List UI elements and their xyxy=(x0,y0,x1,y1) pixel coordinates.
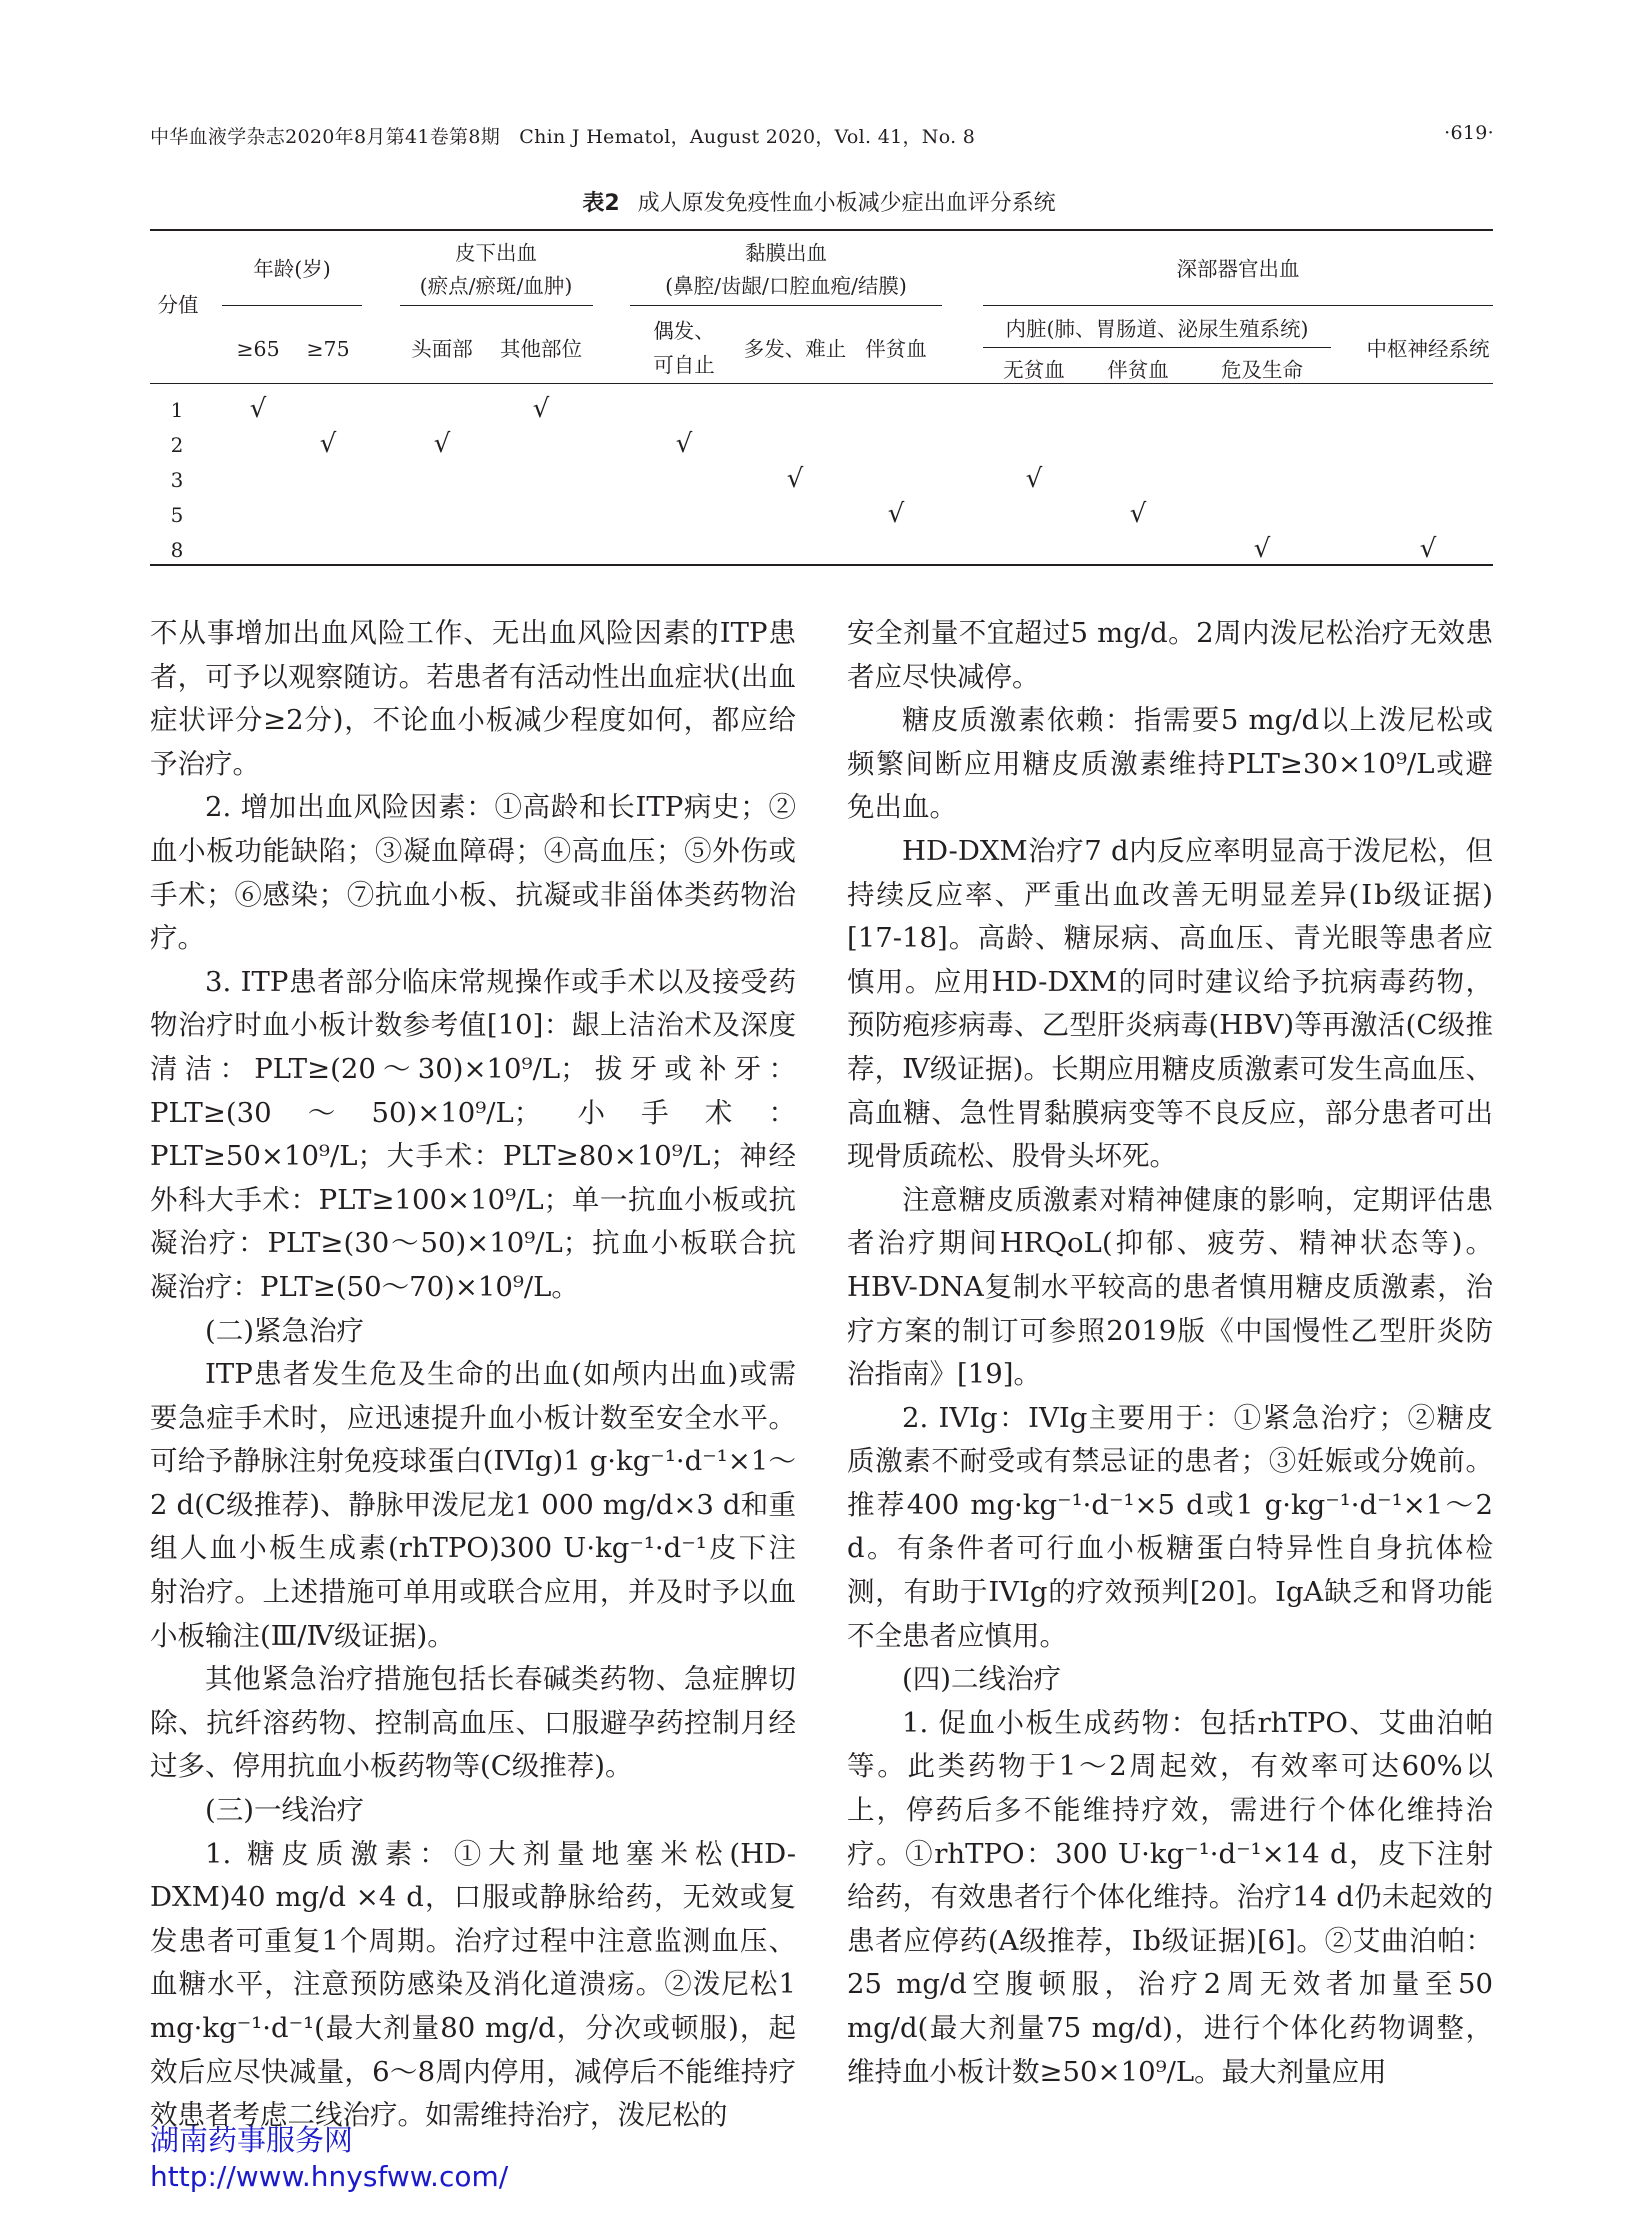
check-mark: √ xyxy=(249,394,267,424)
paragraph: 1. 糖皮质激素：①大剂量地塞米松(HD-DXM)40 mg/d ×4 d，口服或静脉给药，无效或复发患者可重复1个周期。治疗过程中注意监测血压、血糖水平，注意预防感染及消化道溃疡。②泼尼松1 mg·kg⁻¹·d⁻¹(最大剂量80 mg/d，分次或顿服)，起效后应尽快减量，6～8周内停用，减停后不能维持疗效患者考虑二线治疗。如需维持治疗，泼尼松的 xyxy=(150,1837,796,2132)
header-score: 分值 xyxy=(157,293,199,317)
row-score: 3 xyxy=(170,468,184,492)
left-text-column xyxy=(150,612,796,2138)
paragraph: 其他紧急治疗措施包括长春碱类药物、急症脾切除、抗纤溶药物、控制高血压、口服避孕药控制月经过多、停用抗血小板药物等(C级推荐)。 xyxy=(150,1663,796,1783)
mucosa-spanner-rule xyxy=(630,305,942,306)
header-deep-organ: 深部器官出血 xyxy=(1176,257,1300,281)
table-label: 表2 xyxy=(582,191,620,216)
paragraph: 糖皮质激素依赖：指需要5 mg/d以上泼尼松或频繁间断应用糖皮质激素维持PLT≥30×10⁹/L或避免出血。 xyxy=(847,704,1493,824)
header-age-65: ≥65 xyxy=(236,337,280,361)
row-score: 5 xyxy=(170,503,184,527)
check-mark: √ xyxy=(532,394,550,424)
table-bottom-rule xyxy=(150,564,1493,566)
paragraph: 1. 促血小板生成药物：包括rhTPO、艾曲泊帕等。此类药物于1～2周起效，有效率可达60%以上，停药后多不能维持疗效，需进行个体化维持治疗。①rhTPO：300 U·kg⁻¹·d⁻¹×14 d，皮下注射给药，有效患者行个体化维持。治疗14 d仍未起效的患者应停药(A级推荐，Ⅰb级证据)[6]。②艾曲泊帕：25 mg/d空腹顿服，治疗2周无效者加量至50 mg/d(最大剂量75 mg/d)，进行个体化药物调整，维持血小板计数≥50×10⁹/L。最大剂量应用 xyxy=(847,1706,1493,2088)
watermark-url[interactable]: http://www.hnysfww.com/ xyxy=(150,2160,509,2193)
paragraph: (三)一线治疗 xyxy=(205,1794,364,1827)
paragraph: 3. ITP患者部分临床常规操作或手术以及接受药物治疗时血小板计数参考值[10]：龈上洁治术及深度清洁：PLT≥(20～30)×10⁹/L；拔牙或补牙：PLT≥(30～50)×10⁹/L；小手术：PLT≥50×10⁹/L；大手术：PLT≥80×10⁹/L；神经外科大手术：PLT≥100×10⁹/L；单一抗血小板或抗凝治疗：PLT≥(30～50)×10⁹/L；抗血小板联合抗凝治疗：PLT≥(50～70)×10⁹/L。 xyxy=(150,965,796,1303)
paragraph: (四)二线治疗 xyxy=(902,1663,1061,1696)
paragraph: ITP患者发生危及生命的出血(如颅内出血)或需要急症手术时，应迅速提升血小板计数至安全水平。可给予静脉注射免疫球蛋白(IVIg)1 g·kg⁻¹·d⁻¹×1～2 d(C级推荐)、静脉甲泼尼龙1 000 mg/d×3 d和重组人血小板生成素(rhTPO)300 U·kg⁻¹·d⁻¹皮下注射治疗。上述措施可单用或联合应用，并及时予以血小板输注(Ⅲ/Ⅳ级证据)。 xyxy=(150,1358,796,1652)
header-visceral-anemia: 伴贫血 xyxy=(1107,358,1169,382)
table-caption xyxy=(0,186,1638,217)
header-subcut-2: (瘀点/瘀斑/血肿) xyxy=(419,274,573,298)
header-age-75: ≥75 xyxy=(306,337,350,361)
header-subcut-other: 其他部位 xyxy=(500,337,582,361)
check-mark: √ xyxy=(319,429,337,459)
page-number: ·619· xyxy=(1444,122,1494,144)
row-score: 2 xyxy=(170,433,184,457)
check-mark: √ xyxy=(1129,499,1147,529)
row-score: 8 xyxy=(170,538,184,562)
paragraph: (二)紧急治疗 xyxy=(205,1314,364,1347)
check-mark: √ xyxy=(433,429,451,459)
header-visceral: 内脏(肺、胃肠道、泌尿生殖系统) xyxy=(1005,317,1309,341)
deep-spanner-rule xyxy=(983,305,1493,306)
header-subcut-head: 头面部 xyxy=(411,337,473,361)
paragraph: HD-DXM治疗7 d内反应率明显高于泼尼松，但持续反应率、严重出血改善无明显差异(Ⅰb级证据)[17-18]。高龄、糖尿病、高血压、青光眼等患者应慎用。应用HD-DXM的同时建议给予抗病毒药物，预防疱疹病毒、乙型肝炎病毒(HBV)等再激活(C级推荐，Ⅳ级证据)。长期应用糖皮质激素可发生高血压、高血糖、急性胃黏膜病变等不良反应，部分患者可出现骨质疏松、股骨头坏死。 xyxy=(847,834,1493,1173)
check-mark: √ xyxy=(1025,464,1043,494)
paragraph: 注意糖皮质激素对精神健康的影响，定期评估患者治疗期间HRQoL(抑郁、疲劳、精神状态等)。HBV-DNA复制水平较高的患者慎用糖皮质激素，治疗方案的制订可参照2019版《中国慢性乙型肝炎防治指南》[19]。 xyxy=(847,1183,1493,1391)
header-visceral-no-anemia: 无贫血 xyxy=(1003,358,1065,382)
table-top-rule xyxy=(150,229,1493,231)
header-mucosa-occ-1: 偶发、 xyxy=(653,319,715,343)
header-subcut-1: 皮下出血 xyxy=(455,241,537,265)
header-mucosa-1: 黏膜出血 xyxy=(745,241,827,265)
watermark-site-name: 湖南药事服务网 xyxy=(150,2123,354,2157)
check-mark: √ xyxy=(675,429,693,459)
check-mark: √ xyxy=(1253,534,1271,564)
row-score: 1 xyxy=(170,398,184,422)
table-title: 成人原发免疫性血小板减少症出血评分系统 xyxy=(637,191,1056,216)
running-header: 中华血液学杂志2020年8月第41卷第8期 Chin J Hematol，August 2020，Vol. 41，No. 8 xyxy=(150,126,976,148)
check-mark: √ xyxy=(1419,534,1437,564)
header-mucosa-occ-2: 可自止 xyxy=(653,353,715,377)
paragraph: 安全剂量不宜超过5 mg/d。2周内泼尼松治疗无效患者应尽快减停。 xyxy=(847,617,1493,693)
header-mucosa-multi: 多发、难止 xyxy=(743,337,847,361)
visceral-spanner-rule xyxy=(983,347,1331,348)
check-mark: √ xyxy=(786,464,804,494)
paragraph: 2. IVIg：IVIg主要用于：①紧急治疗；②糖皮质激素不耐受或有禁忌证的患者；③妊娠或分娩前。推荐400 mg·kg⁻¹·d⁻¹×5 d或1 g·kg⁻¹·d⁻¹×1～2 d。有条件者可行血小板糖蛋白特异性自身抗体检测，有助于IVIg的疗效预判[20]。IgA缺乏和肾功能不全患者应慎用。 xyxy=(847,1401,1493,1652)
check-mark: √ xyxy=(887,499,905,529)
header-mucosa-2: (鼻腔/齿龈/口腔血疱/结膜) xyxy=(665,274,907,298)
age-spanner-rule xyxy=(222,305,362,306)
subcut-spanner-rule xyxy=(400,305,593,306)
header-cns: 中枢神经系统 xyxy=(1366,337,1490,361)
header-mucosa-anemia: 伴贫血 xyxy=(865,337,927,361)
paragraph: 不从事增加出血风险工作、无出血风险因素的ITP患者，可予以观察随访。若患者有活动性出血症状(出血症状评分≥2分)，不论血小板减少程度如何，都应给予治疗。 xyxy=(150,617,796,780)
paragraph: 2. 增加出血风险因素：①高龄和长ITP病史；②血小板功能缺陷；③凝血障碍；④高血压；⑤外伤或手术；⑥感染；⑦抗血小板、抗凝或非甾体类药物治疗。 xyxy=(150,791,796,955)
header-age: 年龄(岁) xyxy=(253,257,331,281)
right-text-column xyxy=(847,612,1493,2094)
header-visceral-life: 危及生命 xyxy=(1221,358,1303,382)
